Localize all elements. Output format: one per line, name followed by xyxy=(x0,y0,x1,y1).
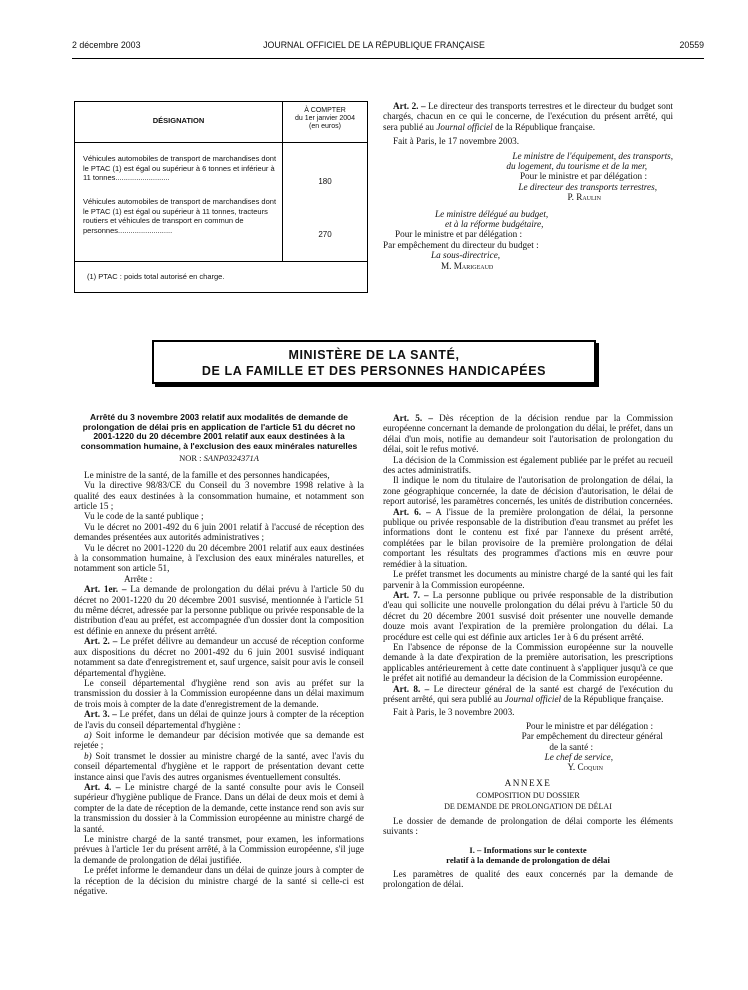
column-header-designation: DÉSIGNATION xyxy=(152,116,205,125)
table-row: Véhicules automobiles de transport de marchandises dont le PTAC (1) est égal ou supérieur à 6 tonnes et inférieur à 11 tonnes.......................... xyxy=(83,154,277,182)
section-1-heading: I. – Informations sur le contexte xyxy=(469,844,587,855)
header-rule xyxy=(72,58,704,59)
ministry-banner xyxy=(152,340,596,384)
signature-coquin: Y. Coquin xyxy=(567,762,603,773)
page-header xyxy=(0,40,748,54)
top-right-column: Art. 2. – Le directeur des transports terrestres et le directeur du budget sont chargés, chacun en ce qui le concerne, de l'exécution du présent arrêté, qui sera publié au Journal officiel de la République française. Fait à Paris, le 17 novembre 2003. Le ministre de l'équipement, des transports, du logement, du tourisme et de la mer, Pour le ministre et par délégation : Le directeur des transports terrestres, P. Raulin Le ministre délégué au budget, et à la réforme budgétaire, Pour le ministre et par délégation : Par empêchement du directeur du budget : La sous-directrice, M. Marigeaud xyxy=(383,101,673,271)
article-3: Art. 3. – Le préfet, dans un délai de quinze jours à compter de la réception de l'avis du conseil départemental d'hygiène : xyxy=(74,709,364,730)
table-row: Véhicules automobiles de transport de marchandises dont le PTAC (1) est égal ou supérieur à 11 tonnes, tracteurs routiers et véhicules de transport en commun de personnes.......................... xyxy=(83,197,277,235)
article-2: Art. 2. – Le préfet délivre au demandeur un accusé de réception conforme aux dispositions du décret no 2001-492 du 6 juin 2001 susvisé indiquant notamment sa date d'enregistrement et, sauf urgence, saisit pour avis le conseil départemental d'hygiène. xyxy=(74,636,364,678)
signature-date: Fait à Paris, le 17 novembre 2003. xyxy=(393,136,520,147)
left-column: Arrêté du 3 novembre 2003 relatif aux modalités de demande de prolongation de délai pris en application de l'article 51 du décret no 2001-1220 du 20 décembre 2001 relatif aux eaux destinées à la consommation humaine, à l'exclusion des eaux minérales naturelles NOR : SANP0324371A Le ministre de la santé, de la famille et des personnes handicapées, Vu la directive 98/83/CE du Conseil du 3 novembre 1998 relative à la qualité des eaux destinées à la consommation humaine, et notamment son article 15 ; Vu le code de la santé publique ; Vu le décret no 2001-492 du 6 juin 2001 relatif à l'accusé de réception des demandes présentées aux autorités administratives ; Vu le décret no 2001-1220 du 20 décembre 2001 relatif aux eaux destinées à la consommation humaine, à l'exclusion des eaux minérales naturelles, et notamment son article 51, Arrête : Art. 1er. – La demande de prolongation du délai prévu à l'article 50 du décret no 2001-1220 du 20 décembre 2001 susvisé, mentionnée à l'article 51 du même décret, adressée par la personne publique ou privée responsable de la distribution d'eau au préfet, est accompagnée d'un dossier dont la composition est définie en annexe du présent arrêté. Art. 2. – Le préfet délivre au demandeur un accusé de réception conforme aux dispositions du décret no 2001-492 du 6 juin 2001 susvisé indiquant notamment sa date d'enregistrement et, sauf urgence, saisit pour avis le conseil départemental d'hygiène. Le conseil départemental d'hygiène rend son avis au préfet sur la transmission du dossier à la Commission européenne dans un délai maximum de trois mois à compter de la date d'enregistrement de la demande. Art. 3. – Le préfet, dans un délai de quinze jours à compter de la réception de l'avis du conseil départemental d'hygiène : a) Soit informe le demandeur par décision motivée que sa demande est rejetée ; b) Soit transmet le dossier au ministre chargé de la santé, avec l'avis du conseil départemental d'hygiène et le rapport de présentation devant cette instance ainsi que l'avis des autres organismes éventuellement consultés. Art. 4. – Le ministre chargé de la santé consulte pour avis le Conseil supérieur d'hygiène publique de France. Dans un délai de deux mois et demi à compter de la date de réception de la demande, cette instance rend son avis sur la transmission du dossier à la Commission européenne au ministre chargé de la santé. Le ministre chargé de la santé transmet, pour examen, les informations prévues à l'article 1er du présent arrêté, à la Commission européenne, s'il juge la demande de prolongation de délai justifiée. Le préfet informe le demandeur dans un délai de quinze jours à compter de la réception de la décision du ministre chargé de la santé si celle-ci est négative. xyxy=(74,412,364,897)
article-4: Art. 4. – Le ministre chargé de la santé consulte pour avis le Conseil supérieur d'hygiène publique de France. Dans un délai de deux mois et demi à compter de la date de réception de la demande, cette instance rend son avis sur la transmission du dossier à la Commission européenne au ministre chargé de la santé. xyxy=(74,781,364,834)
banner-line-1: MINISTÈRE DE LA SANTÉ, xyxy=(288,348,460,362)
article-5: Art. 5. – Dès réception de la décision rendue par la Commission européenne concernant la demande de prolongation du délai, le préfet, dans un délai d'un mois, notifie au demandeur soit l'autorisation de prolongation du délai, soit le refus motivé. xyxy=(383,413,673,455)
decree-title: Arrêté du 3 novembre 2003 relatif aux modalités de demande de prolongation de délai pris en application de l'article 51 du décret no 2001-1220 du 20 décembre 2001 relatif aux eaux destinées à la consommation humaine, à l'exclusion des eaux minérales naturelles xyxy=(80,412,358,451)
journal-title: JOURNAL OFFICIEL DE LA RÉPUBLIQUE FRANÇAISE xyxy=(263,40,485,50)
nor-reference: NOR : SANP0324371A xyxy=(179,453,259,464)
article-8: Art. 8. – Le directeur général de la santé est chargé de l'exécution du présent arrêté, qui sera publié au Journal officiel de la République française. xyxy=(383,683,673,704)
article-1: Art. 1er. – La demande de prolongation du délai prévu à l'article 50 du décret no 2001-1220 du 20 décembre 2001 susvisé, mentionnée à l'article 51 du même décret, adressée par la personne publique ou privée responsable de la distribution d'eau au préfet, est accompagnée d'un dossier dont la composition est définie en annexe du présent arrêté. xyxy=(74,584,364,636)
page-number: 20559 xyxy=(679,40,704,50)
table-cell-value: 180 xyxy=(318,177,332,186)
signature-raulin: P. Raulin xyxy=(567,192,601,203)
signature-marigeaud: M. Marigeaud xyxy=(441,260,494,271)
banner-line-2: DE LA FAMILLE ET DES PERSONNES HANDICAPÉES xyxy=(201,364,547,378)
column-header-date: À COMPTER du 1er janvier 2004 (en euros) xyxy=(295,107,355,130)
right-column: Art. 5. – Dès réception de la décision rendue par la Commission européenne concernant la demande de prolongation du délai, le préfet, dans un délai d'un mois, notifie au demandeur soit l'autorisation de prolongation du délai, soit le refus motivé. La décision de la Commission est également publiée par le préfet au recueil des actes administratifs. Il indique le nom du titulaire de l'autorisation de prolongation de délai, la zone géographique concernée, la date de décision d'autorisation, le délai de report autorisé, les paramètres concernés, les unités de distribution concernées. Art. 6. – A l'issue de la première prolongation de délai, la personne publique ou privée responsable de la distribution d'eau transmet au préfet les informations dont le contenu est fixé par l'annexe du présent arrêté, complétées par le bilan provisoire de la première prolongation de délai comportant les résultats des programmes d'actions mis en œuvre pour remédier à la situation. Le préfet transmet les documents au ministre chargé de la santé qui les fait parvenir à la Commission européenne. Art. 7. – La personne publique ou privée responsable de la distribution d'eau qui sollicite une nouvelle prolongation du délai prévu à l'article 50 du décret du 20 décembre 2001 susvisé doit présenter une nouvelle demande douze mois avant l'expiration de la première prolongation du délai. La procédure est celle qui est définie aux articles 1er à 6 du présent arrêté. En l'absence de réponse de la Commission européenne sur la nouvelle demande à la date d'expiration de la première autorisation, les prescriptions applicables antérieurement à cette date continuent à s'appliquer jusqu'à ce que le préfet ait notifié au demandeur la décision de la Commission européenne. Art. 8. – Le directeur général de la santé est chargé de l'exécution du présent arrêté, qui sera publié au Journal officiel de la République française. Fait à Paris, le 3 novembre 2003. Pour le ministre et par délégation : Par empêchement du directeur général de la santé : Le chef de service, Y. Coquin ANNEXE COMPOSITION DU DOSSIER DE DEMANDE DE PROLONGATION DE DÉLAI Le dossier de demande de prolongation de délai comporte les éléments suivants : I. – Informations sur le contexte relatif à la demande de prolongation de délai Les paramètres de qualité des eaux concernés par la demande de prolongation de délai. xyxy=(383,413,673,890)
article-2-transport: Art. 2. – Le directeur des transports terrestres et le directeur du budget sont chargés, chacun en ce qui le concerne, de l'exécution du présent arrêté, qui sera publié au Journal officiel de la République française. xyxy=(383,101,673,132)
article-6: Art. 6. – A l'issue de la première prolongation de délai, la personne publique ou privée responsable de la distribution d'eau transmet au préfet les informations dont le contenu est fixé par l'annexe du présent arrêté, complétées par le bilan provisoire de la première prolongation de délai comportant les résultats des programmes d'actions mis en œuvre pour remédier à la situation. xyxy=(383,506,673,569)
header-date: 2 décembre 2003 xyxy=(72,40,141,50)
table-cell-value: 270 xyxy=(318,230,332,239)
annex-heading: ANNEXE xyxy=(504,777,552,788)
tariff-table xyxy=(74,101,368,293)
table-footnote: (1) PTAC : poids total autorisé en charge. xyxy=(87,272,225,281)
article-7: Art. 7. – La personne publique ou privée responsable de la distribution d'eau qui sollicite une nouvelle prolongation du délai prévu à l'article 50 du décret du 20 décembre 2001 susvisé doit présenter une nouvelle demande douze mois avant l'expiration de la première prolongation du délai. La procédure est celle qui est définie aux articles 1er à 6 du présent arrêté. xyxy=(383,589,673,642)
